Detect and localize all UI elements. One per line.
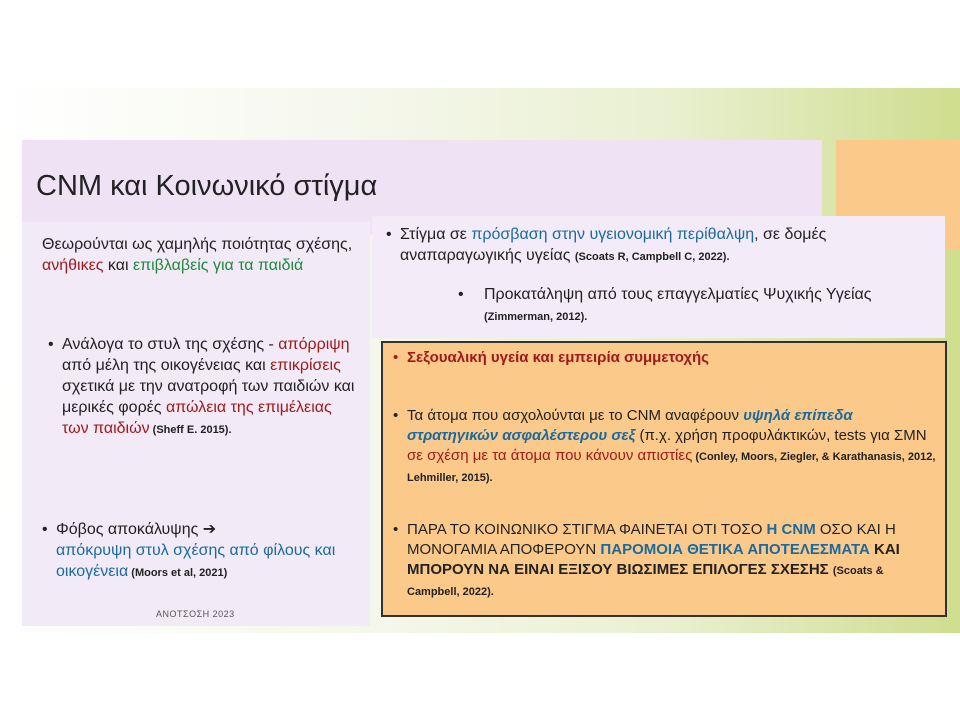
box-b1-text: Σεξουαλική υγεία και εμπειρία συμμετοχής (407, 349, 709, 366)
rt-b2-citation: (Zimmerman, 2012). (484, 311, 588, 323)
box-bullet-3 (393, 520, 937, 602)
b2-citation: (Moors et al, 2021) (128, 567, 228, 579)
b1-text-2: από μέλη της οικογένειας και (62, 357, 271, 374)
left-intro (42, 234, 354, 276)
box-b3-blue-2: ΠΑΡΟΜΟΙΑ ΘΕΤΙΚΑ ΑΠΟΤΕΛΕΣΜΑΤΑ (600, 541, 870, 558)
bullet-dot: • (393, 521, 399, 538)
box-bullet-2 (393, 406, 937, 488)
rt-b1-text: Στίγμα σε (400, 226, 472, 243)
rt-b1-text-2: , σε δομές αναπαραγωγικής υγείας (400, 226, 827, 264)
b2-text: Φόβος αποκάλυψης ➔ (56, 521, 217, 538)
rt-b1-blue: πρόσβαση στην υγειονομική περίθαλψη (471, 226, 755, 243)
right-top-bullet-2 (458, 284, 940, 328)
box-b2-citation: (Conley, Moors, Ziegler, & Karathanasis, 2012, Lehmiller, 2015). (407, 451, 936, 484)
bullet-dot: • (393, 349, 399, 366)
bullet-dot: • (42, 521, 48, 538)
b1-citation: (Sheff E. 2015). (149, 424, 232, 436)
intro-text-2: και (103, 257, 133, 274)
bullet-dot: • (393, 407, 399, 424)
box-b3-text: ΠΑΡΑ ΤΟ ΚΟΙΝΩΝΙΚΟ ΣΤΙΓΜΑ ΦΑΙΝΕΤΑΙ ΟΤΙ ΤΟΣΟ (407, 521, 767, 538)
intro-text: Θεωρούνται ως χαμηλής ποιότητας σχέσης, (42, 236, 353, 253)
bullet-dot: • (458, 286, 464, 303)
b2-blue: απόκρυψη στυλ σχέσης από φίλους και οικογένεια (56, 542, 336, 580)
box-b2-text-2: (π.χ. χρήση προφυλάκτικών, tests για ΣΜΝ (635, 427, 927, 444)
box-b3-text-3: ΚΑΙ ΜΠΟΡΟΥΝ ΝΑ ΕΙΝΑΙ ΕΞΙΣΟΥ ΒΙΩΣΙΜΕΣ ΕΠΙΛΟΓΕΣ ΣΧΕΣΗΣ (407, 541, 900, 578)
box-bullet-1 (393, 348, 937, 368)
left-bullet-1 (48, 334, 362, 441)
intro-red: ανήθικες (42, 257, 104, 274)
b1-red-3: απώλεια της επιμέλειας των παιδιών (62, 399, 332, 437)
intro-green: επιβλαβείς για τα παιδιά (132, 257, 304, 274)
b1-text-3: σχετικά με την ανατροφή των παιδιών και μερικές φορές (62, 378, 355, 416)
b1-text: Ανάλογα το στυλ της σχέσης - (62, 336, 279, 353)
b1-red-2: επικρίσεις (270, 357, 341, 374)
bullet-dot: • (386, 226, 392, 243)
box-b3-text-2: ΟΣΟ ΚΑΙ Η ΜΟΝΟΓΑΜΙΑ ΑΠΟΦΕΡΟΥΝ (407, 521, 896, 558)
box-b3-citation: (Scoats & Campbell, 2022). (407, 565, 884, 598)
b1-red-1: απόρριψη (278, 336, 350, 353)
right-top-bullet-1 (386, 224, 935, 268)
rt-b1-citation: (Scoats R, Campbell C, 2022). (574, 251, 730, 263)
bullet-dot: • (48, 336, 54, 353)
box-b3-blue-1: Η CNM (766, 521, 816, 538)
rt-b2-text: Προκατάληψη από τους επαγγελματίες Ψυχικής Υγείας (484, 286, 872, 303)
footer-note: ΑΝΟΤΣΟΣΗ 2023 (156, 609, 235, 619)
box-b2-text: Τα άτομα που ασχολούνται με το CNM αναφέρουν (407, 407, 744, 424)
left-bullet-2 (42, 519, 358, 584)
slide-title: CNM και Κοινωνικό στίγμα (36, 170, 378, 202)
box-b2-red: σε σχέση με τα άτομα που κάνουν απιστίες (407, 447, 693, 464)
box-b2-blue: υψηλά επίπεδα στρατηγικών ασφαλέστερου σεξ (407, 407, 853, 444)
